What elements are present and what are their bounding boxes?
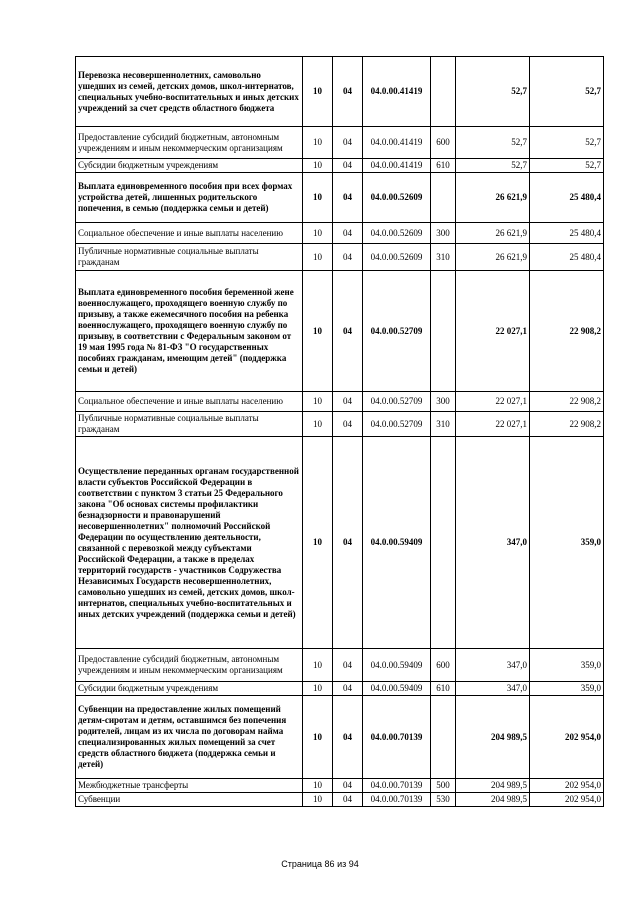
cell-subsection: 04 bbox=[333, 649, 363, 682]
cell-expense-type bbox=[431, 57, 456, 127]
cell-amount-2: 22 908,2 bbox=[530, 271, 604, 392]
cell-name: Осуществление переданных органам государственной власти субъектов Российской Федерации в соответствии с пунктом 3 статьи 25 Федерального закона "Об основах системы профилактики безнадзорности и правонарушений несовершеннолетних" полномочий Российской Федерации по осуществлению деятельности, связанной с перевозкой между субъектами Российской Федерации, а также в пределах территорий государств - участников Содружества Независимых Государств несовершеннолетних, самовольно ушедших из семей, детских домов, школ-интернатов, специальных учебно-воспитательных и иных детских учреждений (поддержка семьи и детей) bbox=[76, 437, 303, 649]
table-row bbox=[76, 682, 604, 696]
cell-name: Публичные нормативные социальные выплаты гражданам bbox=[76, 244, 303, 271]
table-row bbox=[76, 649, 604, 682]
cell-name: Выплата единовременного пособия беременной жене военнослужащего, проходящего военную службу по призыву, а также ежемесячного пособия на ребенка военнослужащего, проходящего военную службу по призыву, в соответствии с Федеральным законом от 19 мая 1995 года № 81-ФЗ "О государственных пособиях гражданам, имеющим детей" (поддержка семьи и детей) bbox=[76, 271, 303, 392]
cell-amount-1: 347,0 bbox=[456, 682, 530, 696]
cell-amount-2: 202 954,0 bbox=[530, 696, 604, 779]
cell-name: Социальное обеспечение и иные выплаты населению bbox=[76, 392, 303, 412]
cell-expense-type bbox=[431, 696, 456, 779]
cell-subsection: 04 bbox=[333, 173, 363, 223]
cell-name: Субсидии бюджетным учреждениям bbox=[76, 682, 303, 696]
cell-amount-1: 26 621,9 bbox=[456, 223, 530, 244]
page-number: Страница 86 из 94 bbox=[281, 859, 359, 869]
cell-subsection: 04 bbox=[333, 271, 363, 392]
cell-target-article: 04.0.00.52709 bbox=[363, 271, 431, 392]
cell-amount-2: 25 480,4 bbox=[530, 223, 604, 244]
cell-section: 10 bbox=[303, 159, 333, 173]
cell-target-article: 04.0.00.70139 bbox=[363, 793, 431, 807]
table-row bbox=[76, 412, 604, 437]
cell-amount-1: 52,7 bbox=[456, 127, 530, 159]
cell-expense-type: 310 bbox=[431, 412, 456, 437]
cell-expense-type: 610 bbox=[431, 682, 456, 696]
cell-name: Субвенции bbox=[76, 793, 303, 807]
cell-section: 10 bbox=[303, 696, 333, 779]
cell-section: 10 bbox=[303, 793, 333, 807]
cell-subsection: 04 bbox=[333, 412, 363, 437]
cell-expense-type: 310 bbox=[431, 244, 456, 271]
cell-expense-type bbox=[431, 437, 456, 649]
cell-target-article: 04.0.00.41419 bbox=[363, 159, 431, 173]
cell-amount-2: 359,0 bbox=[530, 649, 604, 682]
cell-target-article: 04.0.00.70139 bbox=[363, 696, 431, 779]
cell-amount-2: 52,7 bbox=[530, 127, 604, 159]
table-row bbox=[76, 779, 604, 793]
cell-target-article: 04.0.00.70139 bbox=[363, 779, 431, 793]
cell-amount-1: 204 989,5 bbox=[456, 793, 530, 807]
cell-name: Предоставление субсидий бюджетным, автономным учреждениям и иным некоммерческим организациям bbox=[76, 127, 303, 159]
cell-expense-type: 300 bbox=[431, 223, 456, 244]
cell-amount-1: 26 621,9 bbox=[456, 244, 530, 271]
cell-subsection: 04 bbox=[333, 437, 363, 649]
cell-expense-type bbox=[431, 271, 456, 392]
cell-target-article: 04.0.00.59409 bbox=[363, 437, 431, 649]
cell-section: 10 bbox=[303, 223, 333, 244]
cell-amount-2: 359,0 bbox=[530, 437, 604, 649]
cell-subsection: 04 bbox=[333, 696, 363, 779]
cell-amount-2: 22 908,2 bbox=[530, 392, 604, 412]
cell-target-article: 04.0.00.52609 bbox=[363, 223, 431, 244]
cell-target-article: 04.0.00.41419 bbox=[363, 127, 431, 159]
cell-section: 10 bbox=[303, 437, 333, 649]
cell-subsection: 04 bbox=[333, 392, 363, 412]
cell-amount-2: 22 908,2 bbox=[530, 412, 604, 437]
cell-amount-1: 22 027,1 bbox=[456, 271, 530, 392]
cell-expense-type bbox=[431, 173, 456, 223]
cell-subsection: 04 bbox=[333, 57, 363, 127]
cell-name: Межбюджетные трансферты bbox=[76, 779, 303, 793]
cell-expense-type: 600 bbox=[431, 127, 456, 159]
cell-amount-2: 52,7 bbox=[530, 57, 604, 127]
cell-amount-1: 204 989,5 bbox=[456, 696, 530, 779]
cell-target-article: 04.0.00.52709 bbox=[363, 412, 431, 437]
cell-expense-type: 530 bbox=[431, 793, 456, 807]
table-row bbox=[76, 159, 604, 173]
cell-amount-2: 25 480,4 bbox=[530, 244, 604, 271]
cell-section: 10 bbox=[303, 244, 333, 271]
cell-target-article: 04.0.00.59409 bbox=[363, 649, 431, 682]
cell-section: 10 bbox=[303, 682, 333, 696]
cell-amount-2: 25 480,4 bbox=[530, 173, 604, 223]
cell-amount-2: 202 954,0 bbox=[530, 779, 604, 793]
cell-amount-1: 347,0 bbox=[456, 437, 530, 649]
cell-expense-type: 610 bbox=[431, 159, 456, 173]
cell-amount-2: 359,0 bbox=[530, 682, 604, 696]
cell-section: 10 bbox=[303, 392, 333, 412]
cell-target-article: 04.0.00.52609 bbox=[363, 173, 431, 223]
cell-name: Субвенции на предоставление жилых помещений детям-сиротам и детям, оставшимся без попечения родителей, лицам из их числа по договорам найма специализированных жилых помещений за счет средств областного бюджета (поддержка семьи и детей) bbox=[76, 696, 303, 779]
cell-subsection: 04 bbox=[333, 793, 363, 807]
table-row bbox=[76, 392, 604, 412]
table-row bbox=[76, 271, 604, 392]
cell-amount-1: 22 027,1 bbox=[456, 412, 530, 437]
cell-section: 10 bbox=[303, 649, 333, 682]
cell-name: Перевозка несовершеннолетних, самовольно ушедших из семей, детских домов, школ-интернатов, специальных учебно-воспитательных и иных детских учреждений за счет средств областного бюджета bbox=[76, 57, 303, 127]
budget-table bbox=[75, 56, 604, 807]
cell-subsection: 04 bbox=[333, 682, 363, 696]
table-row bbox=[76, 57, 604, 127]
cell-name: Выплата единовременного пособия при всех формах устройства детей, лишенных родительского попечения, в семью (поддержка семьи и детей) bbox=[76, 173, 303, 223]
cell-target-article: 04.0.00.52709 bbox=[363, 392, 431, 412]
cell-amount-1: 52,7 bbox=[456, 159, 530, 173]
cell-amount-1: 52,7 bbox=[456, 57, 530, 127]
cell-name: Социальное обеспечение и иные выплаты населению bbox=[76, 223, 303, 244]
cell-subsection: 04 bbox=[333, 223, 363, 244]
cell-subsection: 04 bbox=[333, 159, 363, 173]
table-row bbox=[76, 696, 604, 779]
table-row bbox=[76, 173, 604, 223]
cell-subsection: 04 bbox=[333, 244, 363, 271]
cell-target-article: 04.0.00.52609 bbox=[363, 244, 431, 271]
cell-amount-1: 347,0 bbox=[456, 649, 530, 682]
cell-name: Публичные нормативные социальные выплаты гражданам bbox=[76, 412, 303, 437]
table-row bbox=[76, 244, 604, 271]
cell-name: Субсидии бюджетным учреждениям bbox=[76, 159, 303, 173]
cell-name: Предоставление субсидий бюджетным, автономным учреждениям и иным некоммерческим организациям bbox=[76, 649, 303, 682]
cell-expense-type: 500 bbox=[431, 779, 456, 793]
cell-target-article: 04.0.00.59409 bbox=[363, 682, 431, 696]
cell-target-article: 04.0.00.41419 bbox=[363, 57, 431, 127]
cell-amount-1: 22 027,1 bbox=[456, 392, 530, 412]
cell-section: 10 bbox=[303, 127, 333, 159]
table-row bbox=[76, 223, 604, 244]
table-row bbox=[76, 437, 604, 649]
cell-expense-type: 300 bbox=[431, 392, 456, 412]
cell-amount-1: 26 621,9 bbox=[456, 173, 530, 223]
cell-expense-type: 600 bbox=[431, 649, 456, 682]
cell-subsection: 04 bbox=[333, 779, 363, 793]
cell-section: 10 bbox=[303, 173, 333, 223]
cell-amount-1: 204 989,5 bbox=[456, 779, 530, 793]
cell-section: 10 bbox=[303, 271, 333, 392]
cell-section: 10 bbox=[303, 412, 333, 437]
table-row bbox=[76, 793, 604, 807]
cell-amount-2: 52,7 bbox=[530, 159, 604, 173]
cell-amount-2: 202 954,0 bbox=[530, 793, 604, 807]
cell-section: 10 bbox=[303, 57, 333, 127]
budget-table-body bbox=[76, 57, 604, 807]
table-row bbox=[76, 127, 604, 159]
cell-subsection: 04 bbox=[333, 127, 363, 159]
cell-section: 10 bbox=[303, 779, 333, 793]
